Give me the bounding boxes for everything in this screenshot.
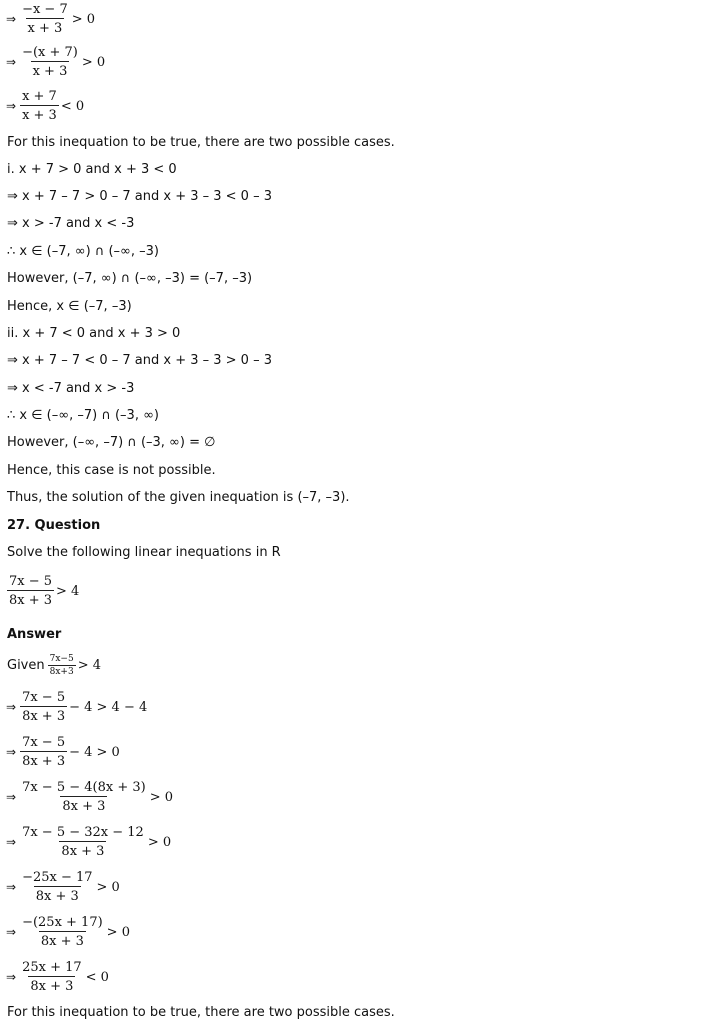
denominator: 8x + 3 (59, 841, 106, 859)
fraction (20, 89, 59, 123)
denominator: 8x+3 (49, 667, 74, 677)
given-label: Given (7, 658, 45, 673)
implies-arrow: ⇒ (6, 700, 17, 714)
numerator: −(x + 7) (22, 45, 78, 60)
step-5 (6, 870, 120, 904)
denominator: 8x + 3 (20, 751, 67, 769)
implies-arrow: ⇒ (6, 99, 17, 113)
text-line: ⇒ x < -7 and x > -3 (7, 381, 135, 396)
numerator: 7x−5 (49, 654, 74, 664)
text-line: Hence, this case is not possible. (7, 463, 216, 478)
implies-arrow: ⇒ (6, 55, 17, 69)
numerator: 7x − 5 − 32x − 12 (22, 825, 144, 840)
denominator: 8x + 3 (39, 931, 86, 949)
step-2 (6, 735, 120, 769)
numerator: 7x − 5 (22, 690, 66, 705)
implies-arrow: ⇒ (6, 880, 17, 894)
text-line-final: For this inequation to be true, there are two possible cases. (7, 1005, 395, 1020)
fraction (20, 870, 94, 904)
text-line: ∴ x ∈ (–7, ∞) ∩ (–∞, –3) (7, 244, 159, 259)
answer-heading: Answer (7, 627, 62, 642)
fraction (20, 45, 80, 79)
relation: − 4 > 4 − 4 (69, 699, 148, 715)
relation: < 0 (60, 98, 85, 114)
numerator: −(25x + 17) (22, 915, 103, 930)
denominator: x + 3 (26, 18, 65, 36)
numerator: x + 7 (22, 89, 57, 104)
fraction (20, 825, 146, 859)
relation: > 0 (147, 834, 172, 850)
equation-top-3 (6, 89, 84, 123)
question-expression (7, 574, 79, 608)
fraction (7, 574, 54, 608)
step-6 (6, 915, 130, 949)
relation: > 4 (77, 658, 101, 673)
text-line: ⇒ x + 7 – 7 < 0 – 7 and x + 3 – 3 > 0 – 3 (7, 353, 272, 368)
fraction (48, 654, 76, 677)
numerator: −x − 7 (22, 2, 68, 17)
text-line: ∴ x ∈ (–∞, –7) ∩ (–3, ∞) (7, 408, 159, 423)
text-line: ⇒ x > -7 and x < -3 (7, 216, 135, 231)
fraction (20, 690, 67, 724)
numerator: −25x − 17 (22, 870, 93, 885)
step-7 (6, 960, 109, 994)
denominator: 8x + 3 (28, 976, 75, 994)
fraction (20, 2, 70, 36)
fraction (20, 915, 105, 949)
text-line: i. x + 7 > 0 and x + 3 < 0 (7, 162, 177, 177)
implies-arrow: ⇒ (6, 745, 17, 759)
step-4 (6, 825, 171, 859)
numerator: 7x − 5 − 4(8x + 3) (22, 780, 146, 795)
text-line: ii. x + 7 < 0 and x + 3 > 0 (7, 326, 181, 341)
equation-top-2 (6, 45, 105, 79)
text-line: However, (–∞, –7) ∩ (–3, ∞) = ∅ (7, 435, 216, 450)
numerator: 25x + 17 (22, 960, 82, 975)
question-heading: 27. Question (7, 518, 101, 533)
question-prompt: Solve the following linear inequations in R (7, 545, 281, 560)
fraction (20, 735, 67, 769)
given-expression (7, 654, 101, 677)
step-3 (6, 780, 173, 814)
text-line: ⇒ x + 7 – 7 > 0 – 7 and x + 3 – 3 < 0 – 3 (7, 189, 272, 204)
numerator: 7x − 5 (9, 574, 53, 589)
implies-arrow: ⇒ (6, 790, 17, 804)
implies-arrow: ⇒ (6, 925, 17, 939)
denominator: x + 3 (31, 61, 70, 79)
implies-arrow: ⇒ (6, 970, 17, 984)
denominator: 8x + 3 (60, 796, 107, 814)
text-line: However, (–7, ∞) ∩ (–∞, –3) = (–7, –3) (7, 271, 253, 286)
implies-arrow: ⇒ (6, 12, 17, 26)
relation: > 0 (96, 879, 120, 895)
relation: > 4 (56, 583, 80, 599)
relation: > 0 (71, 11, 96, 27)
text-line: Hence, x ∈ (–7, –3) (7, 299, 132, 314)
denominator: 8x + 3 (7, 590, 54, 608)
relation: > 0 (149, 789, 173, 805)
fraction (20, 960, 84, 994)
numerator: 7x − 5 (22, 735, 66, 750)
denominator: 8x + 3 (20, 706, 67, 724)
text-line: For this inequation to be true, there are two possible cases. (7, 135, 395, 150)
relation: > 0 (81, 54, 106, 70)
denominator: x + 3 (20, 105, 59, 123)
implies-arrow: ⇒ (6, 835, 17, 849)
text-line: Thus, the solution of the given inequation is (–7, –3). (7, 490, 350, 505)
relation: − 4 > 0 (69, 744, 120, 760)
relation: > 0 (106, 924, 130, 940)
denominator: 8x + 3 (34, 886, 81, 904)
step-1 (6, 690, 147, 724)
equation-top-1 (6, 2, 95, 36)
relation: < 0 (85, 969, 109, 985)
fraction (20, 780, 148, 814)
